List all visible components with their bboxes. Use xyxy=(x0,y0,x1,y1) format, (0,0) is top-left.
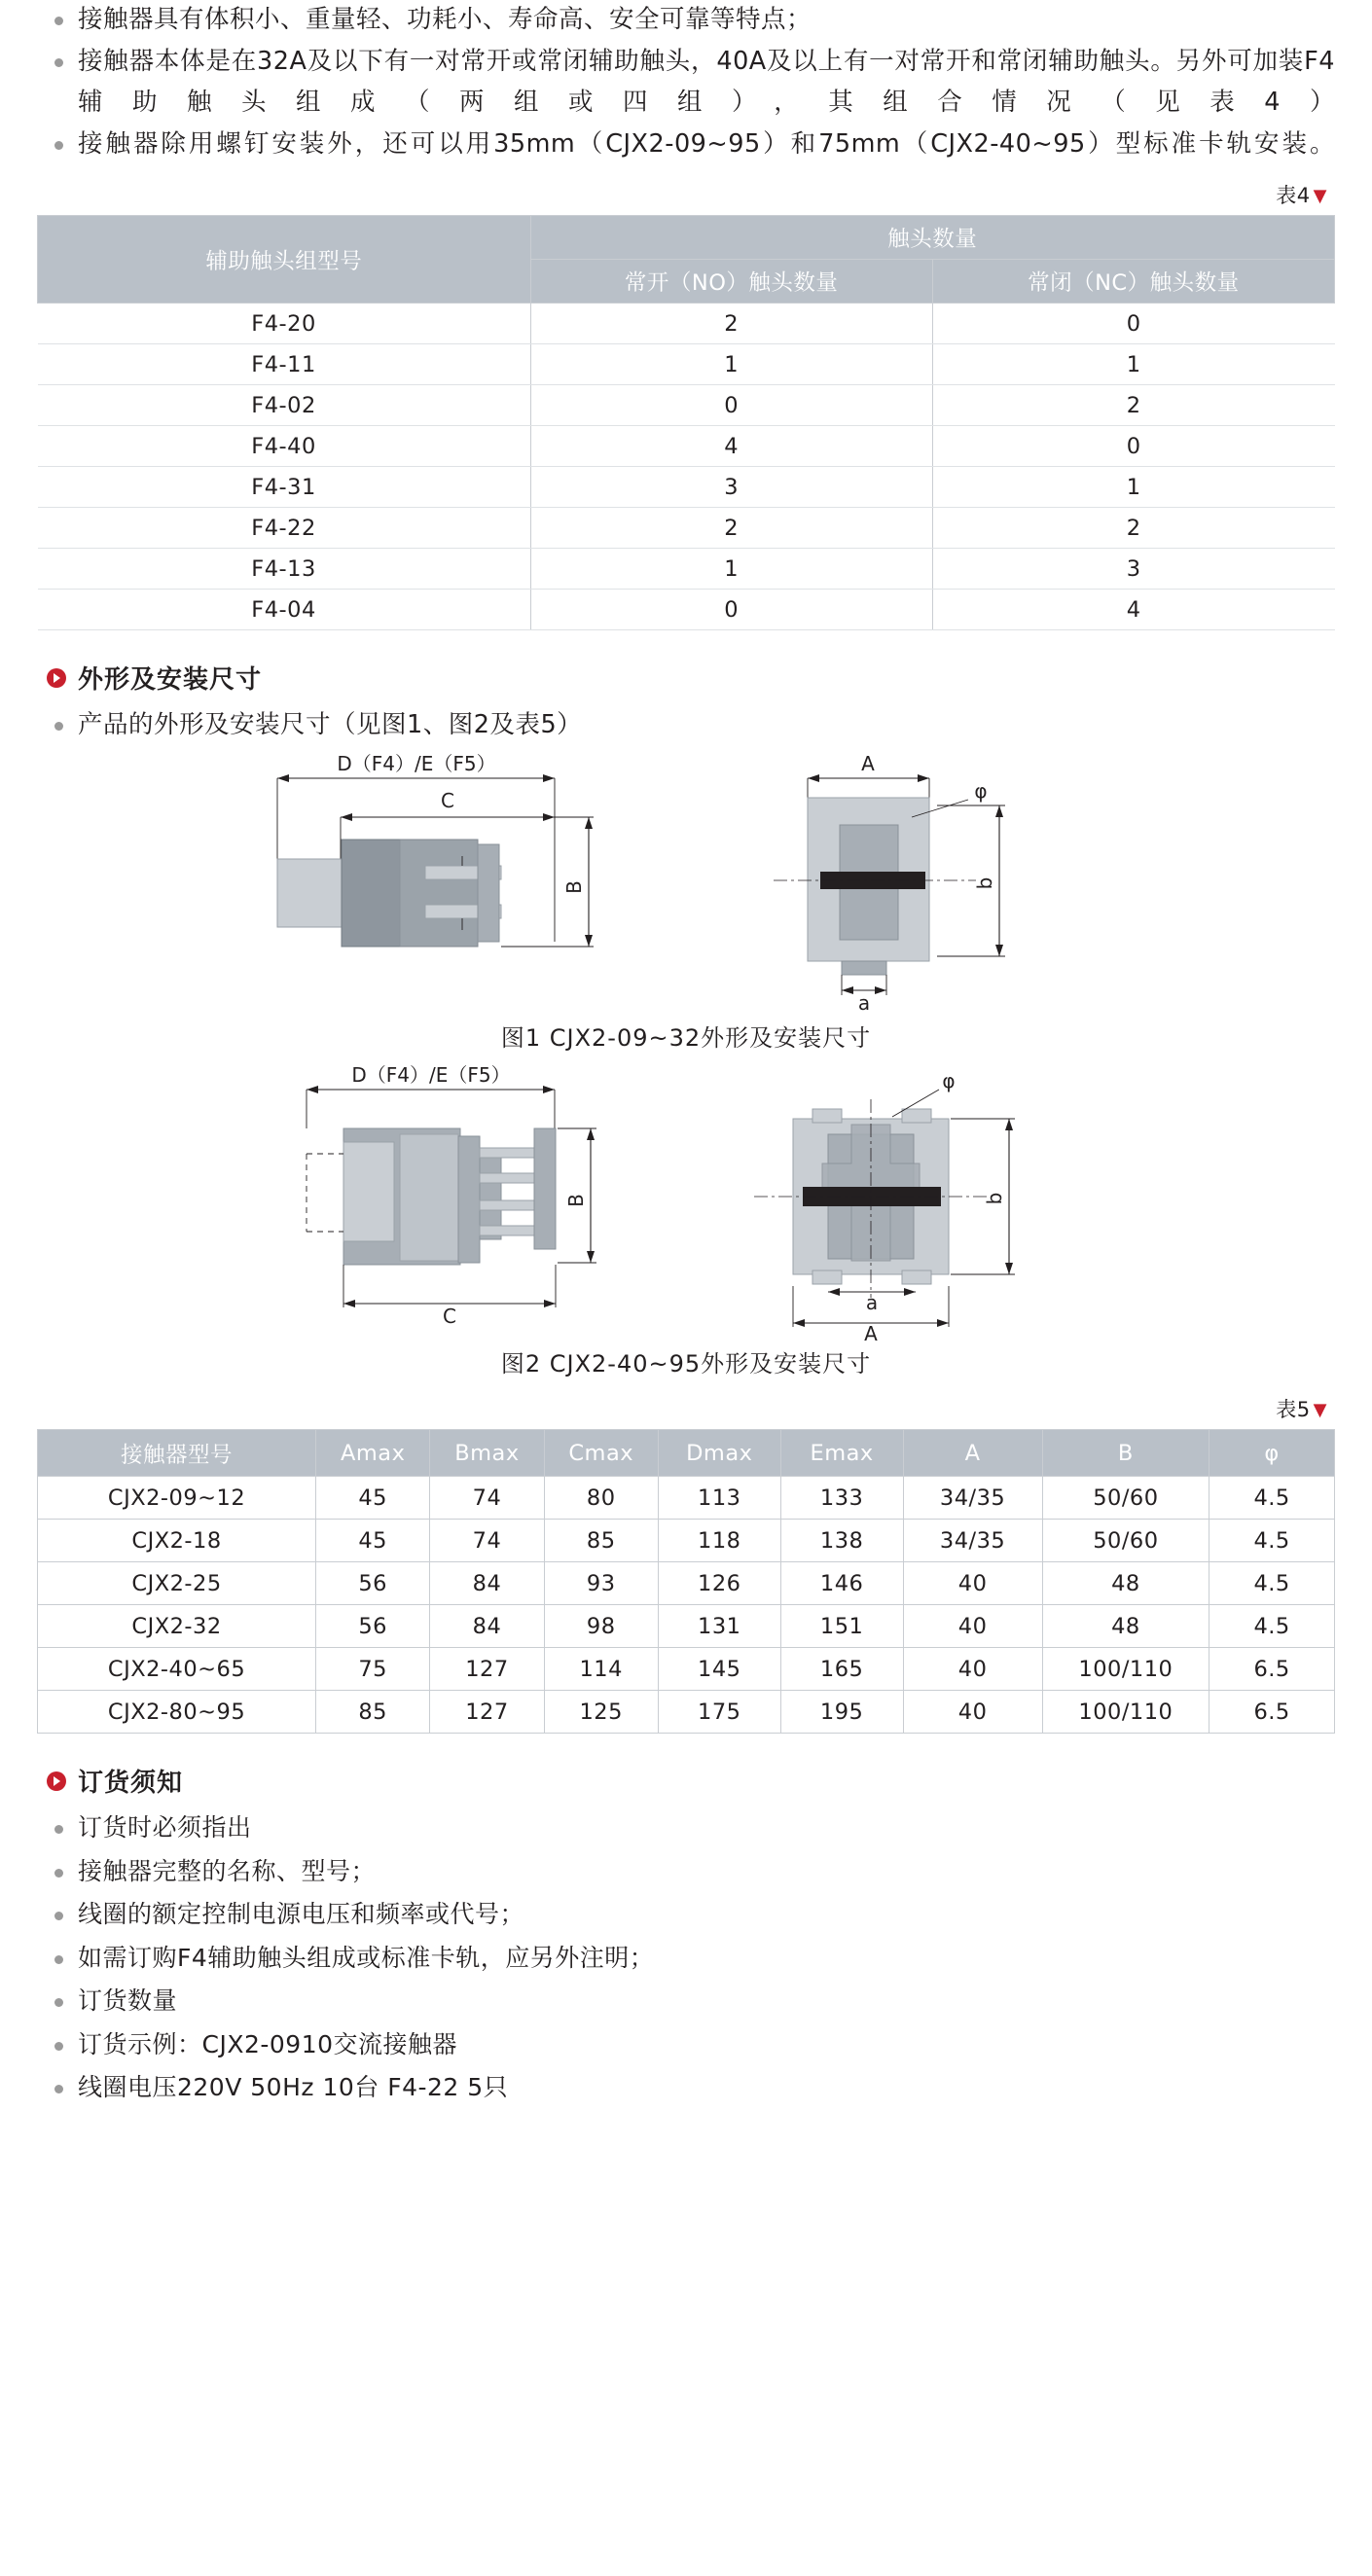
list-item: 产品的外形及安装尺寸（见图1、图2及表5） xyxy=(37,705,1335,745)
cell-emax: 146 xyxy=(780,1562,903,1605)
table5-header-1: Amax xyxy=(316,1430,430,1477)
table5-header-8: φ xyxy=(1210,1430,1335,1477)
cell-cmax: 114 xyxy=(544,1648,658,1691)
cell-model: CJX2-18 xyxy=(38,1520,316,1562)
table5-header-2: Bmax xyxy=(430,1430,544,1477)
table5-header-3: Cmax xyxy=(544,1430,658,1477)
table5-caption xyxy=(37,1394,1327,1423)
cell-no: 3 xyxy=(530,467,932,508)
cell-cmax: 85 xyxy=(544,1520,658,1562)
cell-bmax: 127 xyxy=(430,1648,544,1691)
section-heading-dimensions xyxy=(47,660,1335,696)
cell-no: 1 xyxy=(530,549,932,590)
order-notes xyxy=(37,1808,1335,2108)
table4-caption-label: 表4 xyxy=(1276,184,1311,208)
cell-model: F4-40 xyxy=(38,426,531,467)
table4-body xyxy=(38,304,1335,630)
cell-nc: 2 xyxy=(932,508,1334,549)
table-row xyxy=(38,344,1335,385)
cell-bmax: 127 xyxy=(430,1691,544,1734)
svg-text:b: b xyxy=(973,877,996,890)
svg-text:D（F4）/E（F5）: D（F4）/E（F5） xyxy=(337,752,496,776)
cell-emax: 133 xyxy=(780,1477,903,1520)
download-icon[interactable]: ▼ xyxy=(1313,186,1327,207)
cell-phi: 4.5 xyxy=(1210,1477,1335,1520)
table-row xyxy=(38,1605,1335,1648)
cell-cmax: 80 xyxy=(544,1477,658,1520)
cell-model: F4-04 xyxy=(38,590,531,630)
cell-nc: 1 xyxy=(932,467,1334,508)
cell-amax: 85 xyxy=(316,1691,430,1734)
cell-bmax: 84 xyxy=(430,1605,544,1648)
intro-bullet-list xyxy=(37,0,1335,164)
cell-amax: 56 xyxy=(316,1605,430,1648)
list-item: 接触器具有体积小、重量轻、功耗小、寿命高、安全可靠等特点； xyxy=(37,0,1335,40)
table5-header-7: B xyxy=(1042,1430,1210,1477)
cell-a: 40 xyxy=(903,1648,1042,1691)
cell-a: 34/35 xyxy=(903,1520,1042,1562)
cell-emax: 165 xyxy=(780,1648,903,1691)
cell-dmax: 175 xyxy=(658,1691,780,1734)
table5-header-6: A xyxy=(903,1430,1042,1477)
cell-b: 100/110 xyxy=(1042,1691,1210,1734)
cell-model: CJX2-09~12 xyxy=(38,1477,316,1520)
table-row xyxy=(38,1648,1335,1691)
cell-bmax: 84 xyxy=(430,1562,544,1605)
cell-a: 40 xyxy=(903,1605,1042,1648)
cell-dmax: 113 xyxy=(658,1477,780,1520)
dimensions-bullet-list xyxy=(37,705,1335,745)
arrow-bullet-icon xyxy=(47,1771,66,1791)
svg-text:φ: φ xyxy=(942,1069,956,1093)
cell-cmax: 98 xyxy=(544,1605,658,1648)
figure-1-drawing xyxy=(170,747,1202,1015)
cell-b: 50/60 xyxy=(1042,1520,1210,1562)
cell-nc: 0 xyxy=(932,304,1334,344)
cell-no: 2 xyxy=(530,508,932,549)
cell-a: 34/35 xyxy=(903,1477,1042,1520)
svg-text:D（F4）/E（F5）: D（F4）/E（F5） xyxy=(351,1063,511,1088)
figure-2-caption: 图2 CJX2-40~95外形及安装尺寸 xyxy=(500,1350,872,1378)
list-item: 订货示例：CJX2-0910交流接触器 xyxy=(37,2025,1335,2065)
cell-dmax: 131 xyxy=(658,1605,780,1648)
download-icon[interactable]: ▼ xyxy=(1313,1400,1327,1421)
list-item: 线圈电压220V 50Hz 10台 F4-22 5只 xyxy=(37,2068,1335,2108)
cell-bmax: 74 xyxy=(430,1520,544,1562)
table5-header-0: 接触器型号 xyxy=(38,1430,316,1477)
cell-no: 2 xyxy=(530,304,932,344)
cell-nc: 3 xyxy=(932,549,1334,590)
table-row xyxy=(38,508,1335,549)
list-item: 订货数量 xyxy=(37,1982,1335,2021)
table-row xyxy=(38,590,1335,630)
section-title: 外形及安装尺寸 xyxy=(78,665,263,696)
cell-b: 48 xyxy=(1042,1605,1210,1648)
cell-model: F4-13 xyxy=(38,549,531,590)
cell-model: CJX2-25 xyxy=(38,1562,316,1605)
cell-phi: 6.5 xyxy=(1210,1648,1335,1691)
table-row xyxy=(38,1691,1335,1734)
cell-a: 40 xyxy=(903,1691,1042,1734)
cell-amax: 45 xyxy=(316,1477,430,1520)
figure-2 xyxy=(37,1058,1335,1378)
table4-header-no: 常开（NO）触头数量 xyxy=(530,260,932,304)
table4-caption xyxy=(37,180,1327,209)
cell-dmax: 126 xyxy=(658,1562,780,1605)
table-row xyxy=(38,1520,1335,1562)
table4-header-nc: 常闭（NC）触头数量 xyxy=(932,260,1334,304)
list-item: 接触器完整的名称、型号； xyxy=(37,1852,1335,1892)
cell-b: 100/110 xyxy=(1042,1648,1210,1691)
svg-text:A: A xyxy=(861,752,875,776)
table-row xyxy=(38,426,1335,467)
cell-emax: 151 xyxy=(780,1605,903,1648)
cell-nc: 1 xyxy=(932,344,1334,385)
cell-model: F4-02 xyxy=(38,385,531,426)
cell-amax: 45 xyxy=(316,1520,430,1562)
figure-2-drawing xyxy=(170,1058,1202,1341)
cell-emax: 138 xyxy=(780,1520,903,1562)
table4-header-model: 辅助触头组型号 xyxy=(38,216,531,304)
cell-emax: 195 xyxy=(780,1691,903,1734)
cell-nc: 0 xyxy=(932,426,1334,467)
cell-model: F4-22 xyxy=(38,508,531,549)
svg-text:φ: φ xyxy=(974,779,988,804)
list-item: 订货时必须指出 xyxy=(37,1808,1335,1848)
svg-text:C: C xyxy=(441,789,454,813)
cell-cmax: 93 xyxy=(544,1562,658,1605)
cell-b: 48 xyxy=(1042,1562,1210,1605)
svg-text:B: B xyxy=(564,1194,588,1208)
cell-a: 40 xyxy=(903,1562,1042,1605)
table5-body xyxy=(38,1477,1335,1734)
arrow-bullet-icon xyxy=(47,668,66,688)
footer-spacer xyxy=(37,2112,1335,2141)
svg-text:b: b xyxy=(983,1193,1006,1205)
table-row xyxy=(38,1477,1335,1520)
figure-1 xyxy=(37,747,1335,1053)
cell-model: CJX2-40~65 xyxy=(38,1648,316,1691)
svg-text:B: B xyxy=(562,880,586,895)
cell-bmax: 74 xyxy=(430,1477,544,1520)
cell-cmax: 125 xyxy=(544,1691,658,1734)
svg-text:a: a xyxy=(865,1291,879,1315)
table5-caption-label: 表5 xyxy=(1276,1398,1311,1422)
table5-header-5: Emax xyxy=(780,1430,903,1477)
figure-1-caption: 图1 CJX2-09~32外形及安装尺寸 xyxy=(500,1024,872,1053)
cell-amax: 75 xyxy=(316,1648,430,1691)
auxiliary-contact-table xyxy=(37,215,1335,630)
cell-no: 1 xyxy=(530,344,932,385)
table4-header-group: 触头数量 xyxy=(530,216,1334,260)
cell-model: F4-20 xyxy=(38,304,531,344)
table5-header-4: Dmax xyxy=(658,1430,780,1477)
cell-phi: 4.5 xyxy=(1210,1605,1335,1648)
cell-model: CJX2-32 xyxy=(38,1605,316,1648)
cell-dmax: 145 xyxy=(658,1648,780,1691)
section-title: 订货须知 xyxy=(78,1769,184,1799)
cell-nc: 4 xyxy=(932,590,1334,630)
cell-phi: 6.5 xyxy=(1210,1691,1335,1734)
svg-text:a: a xyxy=(857,991,871,1016)
table-row xyxy=(38,304,1335,344)
table-row xyxy=(38,1562,1335,1605)
cell-amax: 56 xyxy=(316,1562,430,1605)
list-item: 接触器本体是在32A及以下有一对常开或常闭辅助触头，40A及以上有一对常开和常闭辅助触头。另外可加装F4辅助触头组成（两组或四组），其组合情况（见表4） xyxy=(37,42,1335,123)
table-row xyxy=(38,467,1335,508)
list-item: 线圈的额定控制电源电压和频率或代号； xyxy=(37,1895,1335,1935)
cell-dmax: 118 xyxy=(658,1520,780,1562)
table-row xyxy=(38,549,1335,590)
cell-no: 0 xyxy=(530,385,932,426)
cell-model: F4-11 xyxy=(38,344,531,385)
cell-no: 0 xyxy=(530,590,932,630)
dimension-table xyxy=(37,1429,1335,1734)
list-item: 如需订购F4辅助触头组成或标准卡轨，应另外注明； xyxy=(37,1939,1335,1979)
cell-b: 50/60 xyxy=(1042,1477,1210,1520)
cell-nc: 2 xyxy=(932,385,1334,426)
cell-phi: 4.5 xyxy=(1210,1520,1335,1562)
cell-phi: 4.5 xyxy=(1210,1562,1335,1605)
cell-model: F4-31 xyxy=(38,467,531,508)
cell-no: 4 xyxy=(530,426,932,467)
svg-text:C: C xyxy=(443,1305,456,1329)
section-heading-order xyxy=(47,1763,1335,1799)
cell-model: CJX2-80~95 xyxy=(38,1691,316,1734)
list-item: 接触器除用螺钉安装外，还可以用35mm（CJX2-09~95）和75mm（CJX2-40~95）型标准卡轨安装。 xyxy=(37,125,1335,164)
order-bullet-list xyxy=(37,1808,1335,2108)
svg-text:A: A xyxy=(864,1322,878,1342)
table-row xyxy=(38,385,1335,426)
